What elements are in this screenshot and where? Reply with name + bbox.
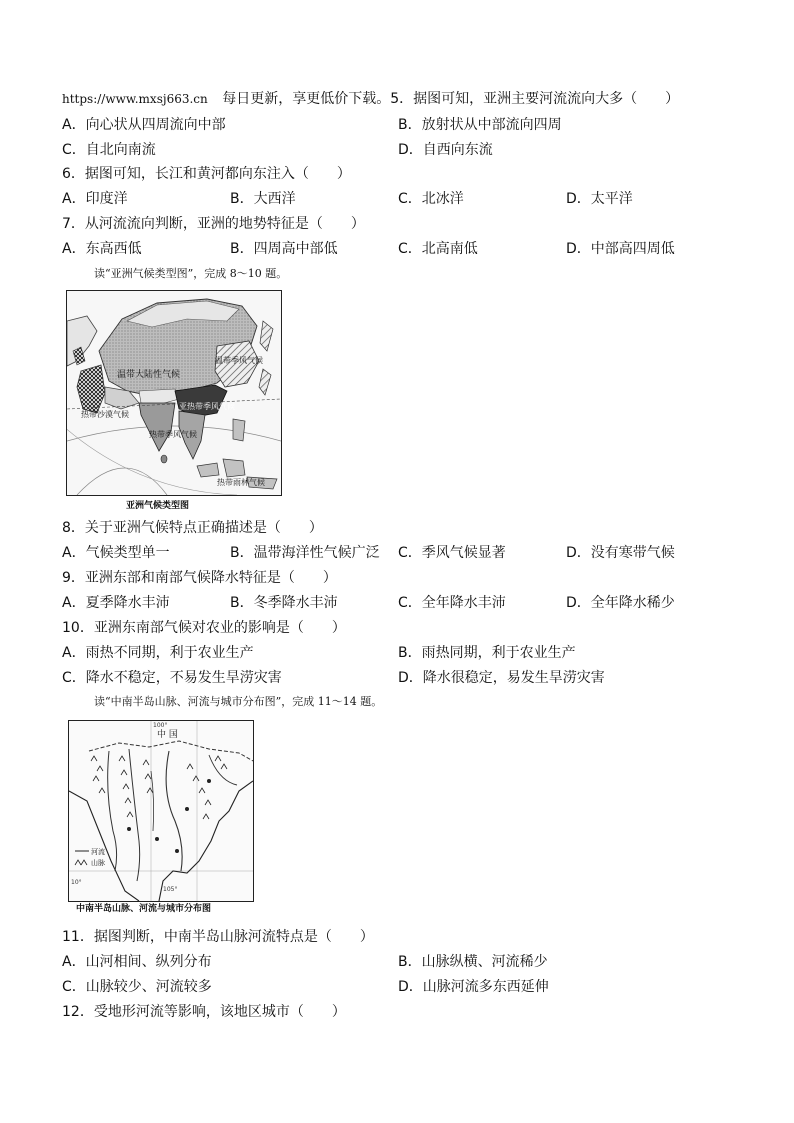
label-china: 中 国 <box>157 730 178 740</box>
label-lat-10: 10° <box>71 879 82 886</box>
label-tropical-desert: 热带沙漠气候 <box>81 410 129 419</box>
q5-option-d: D．自西向东流 <box>398 142 493 158</box>
question-8-stem: 8．关于亚洲气候特点正确描述是（ ） <box>62 520 323 536</box>
q9-option-c: C．全年降水丰沛 <box>398 595 506 611</box>
label-temperate-continental: 温带大陆性气候 <box>117 370 181 380</box>
q11-option-a: A．山河相间、纵列分布 <box>62 954 212 970</box>
question-12-stem: 12．受地形河流等影响，该地区城市（ ） <box>62 1004 346 1020</box>
q7-option-c: C．北高南低 <box>398 241 478 257</box>
indochina-map-caption: 中南半岛山脉、河流与城市分布图 <box>76 904 212 914</box>
question-5-stem: 5．据图可知，亚洲主要河流流向大多（ ） <box>390 91 680 107</box>
indochina-map <box>68 720 254 902</box>
q7-option-d: D．中部高四周低 <box>566 241 675 257</box>
question-10-stem: 10．亚洲东南部气候对农业的影响是（ ） <box>62 620 346 636</box>
q6-option-a: A．印度洋 <box>62 191 128 207</box>
q10-option-c: C．降水不稳定，不易发生旱涝灾害 <box>62 670 282 686</box>
q7-option-a: A．东高西低 <box>62 241 142 257</box>
question-9-stem: 9．亚洲东部和南部气候降水特征是（ ） <box>62 570 337 586</box>
legend-river-label: 河流 <box>91 848 105 856</box>
q9-option-a: A．夏季降水丰沛 <box>62 595 170 611</box>
asia-climate-map <box>66 290 282 496</box>
q5-option-b: B．放射状从中部流向四周 <box>398 117 562 133</box>
label-tropical-rainforest: 热带雨林气候 <box>217 478 265 487</box>
q11-option-d: D．山脉河流多东西延伸 <box>398 979 549 995</box>
site-url: https://www.mxsj663.cn <box>62 92 208 106</box>
q8-option-c: C．季风气候显著 <box>398 545 506 561</box>
question-11-stem: 11．据图判断，中南半岛山脉河流特点是（ ） <box>62 929 374 945</box>
header-line <box>62 89 679 109</box>
label-temperate-monsoon: 温带季风气候 <box>215 356 263 365</box>
question-6-stem: 6．据图可知，长江和黄河都向东注入（ ） <box>62 166 351 182</box>
question-7-stem: 7．从河流流向判断，亚洲的地势特征是（ ） <box>62 216 365 232</box>
q10-option-b: B．雨热同期，利于农业生产 <box>398 645 576 661</box>
instruction-note-1: 读“亚洲气候类型图”，完成 8～10 题。 <box>94 267 288 280</box>
q7-option-b: B．四周高中部低 <box>230 241 338 257</box>
asia-climate-map-drawing <box>67 291 281 495</box>
q8-option-b: B．温带海洋性气候广泛 <box>230 545 380 561</box>
legend-mountain-label: 山脉 <box>91 859 105 867</box>
indochina-map-drawing <box>69 721 253 901</box>
q8-option-d: D．没有寒带气候 <box>566 545 675 561</box>
asia-climate-map-caption: 亚洲气候类型图 <box>126 501 190 511</box>
label-subtropical-monsoon: 亚热带季风气候 <box>179 402 235 411</box>
q8-option-a: A．气候类型单一 <box>62 545 170 561</box>
q11-option-b: B．山脉纵横、河流稀少 <box>398 954 548 970</box>
q10-option-d: D．降水很稳定，易发生旱涝灾害 <box>398 670 605 686</box>
q5-option-a: A．向心状从四周流向中部 <box>62 117 226 133</box>
q6-option-b: B．大西洋 <box>230 191 296 207</box>
q6-option-c: C．北冰洋 <box>398 191 464 207</box>
q9-option-b: B．冬季降水丰沛 <box>230 595 338 611</box>
q9-option-d: D．全年降水稀少 <box>566 595 675 611</box>
label-lon-105: 105° <box>163 886 178 893</box>
q5-option-c: C．自北向南流 <box>62 142 156 158</box>
label-tropical-monsoon: 热带季风气候 <box>149 430 197 439</box>
site-slogan: 每日更新，享更低价下载。 <box>222 91 391 107</box>
q10-option-a: A．雨热不同期，利于农业生产 <box>62 645 254 661</box>
q6-option-d: D．太平洋 <box>566 191 633 207</box>
instruction-note-2: 读“中南半岛山脉、河流与城市分布图”，完成 11～14 题。 <box>94 695 383 708</box>
label-lon-100: 100° <box>153 722 168 729</box>
q11-option-c: C．山脉较少、河流较多 <box>62 979 212 995</box>
